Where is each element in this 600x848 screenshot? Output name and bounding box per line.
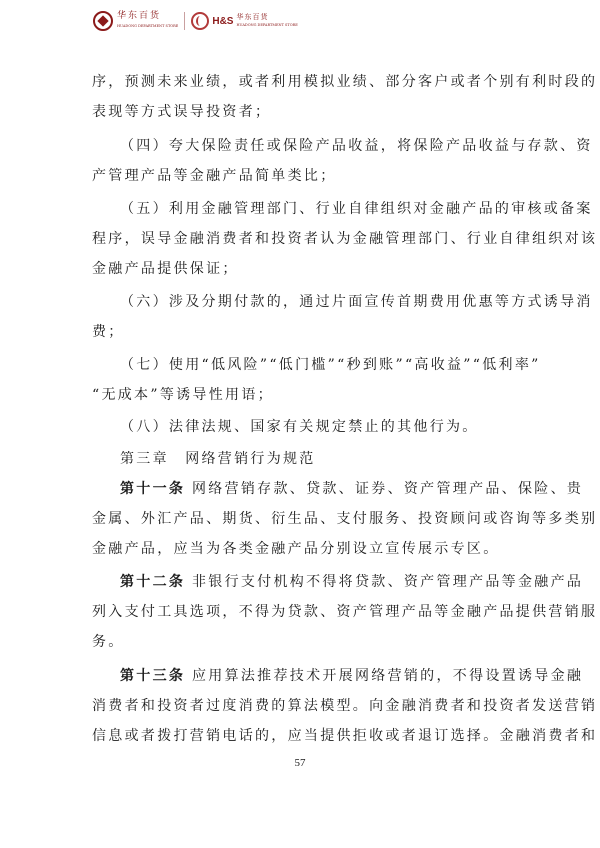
article-11-line: 第十一条 网络营销存款、贷款、证券、资产管理产品、保险、贵 xyxy=(120,481,584,497)
article-13-line: 第十三条 应用算法推荐技术开展网络营销的，不得设置诱导金融 xyxy=(120,668,584,684)
article-12-line: 第十二条 非银行支付机构不得将贷款、资产管理产品等金融产品 xyxy=(120,574,584,590)
text-line: 金融产品提供保证； xyxy=(92,261,239,277)
logo1-text: 华东百货 HUADONG DEPARTMENT STORE xyxy=(117,11,179,28)
text-line: “无成本”等诱导性用语； xyxy=(92,387,274,403)
article-label: 第十二条 xyxy=(120,574,186,590)
huadong-logo-icon xyxy=(93,11,113,31)
hs-logo-icon xyxy=(191,12,209,30)
text-line: 产管理产品等金融产品简单类比； xyxy=(92,168,337,184)
text-line: 金属、外汇产品、期货、衍生品、支付服务、投资顾问或咨询等多类别 xyxy=(92,511,598,527)
text-line: 表现等方式误导投资者； xyxy=(92,104,272,120)
article-label: 第十三条 xyxy=(120,668,186,684)
text-line: 列入支付工具选项，不得为贷款、资产管理产品等金融产品提供营销服 xyxy=(92,604,598,620)
text-line: 信息或者拨打营销电话的，应当提供拒收或者退订选择。金融消费者和 xyxy=(92,728,598,744)
logo-divider xyxy=(184,12,185,30)
text-line: 务。 xyxy=(92,634,125,650)
page-number: 57 xyxy=(294,757,306,769)
text-line: （四）夸大保险责任或保险产品收益，将保险产品收益与存款、资 xyxy=(120,138,593,154)
text-line: 程序，误导金融消费者和投资者认为金融管理部门、行业自律组织对该 xyxy=(92,231,598,247)
header-logos xyxy=(93,8,298,34)
chapter-heading: 第三章 网络营销行为规范 xyxy=(120,451,316,467)
text-line: （八）法律法规、国家有关规定禁止的其他行为。 xyxy=(120,419,479,435)
text-line: （七）使用“低风险”“低门槛”“秒到账”“高收益”“低利率” xyxy=(120,357,541,373)
text-line: 费； xyxy=(92,324,125,340)
text-line: 序，预测未来业绩，或者利用模拟业绩、部分客户或者个别有利时段的 xyxy=(92,74,598,90)
article-label: 第十一条 xyxy=(120,481,186,497)
text-line: （六）涉及分期付款的，通过片面宣传首期费用优惠等方式诱导消 xyxy=(120,294,593,310)
text-line: 金融产品，应当为各类金融产品分别设立宣传展示专区。 xyxy=(92,541,500,557)
text-line: （五）利用金融管理部门、行业自律组织对金融产品的审核或备案 xyxy=(120,201,593,217)
logo2-text: 华东百货 HUADONG DEPARTMENT STORE xyxy=(236,13,298,27)
text-line: 消费者和投资者过度消费的算法模型。向金融消费者和投资者发送营销 xyxy=(92,698,598,714)
hs-brand: H&S xyxy=(212,15,234,27)
